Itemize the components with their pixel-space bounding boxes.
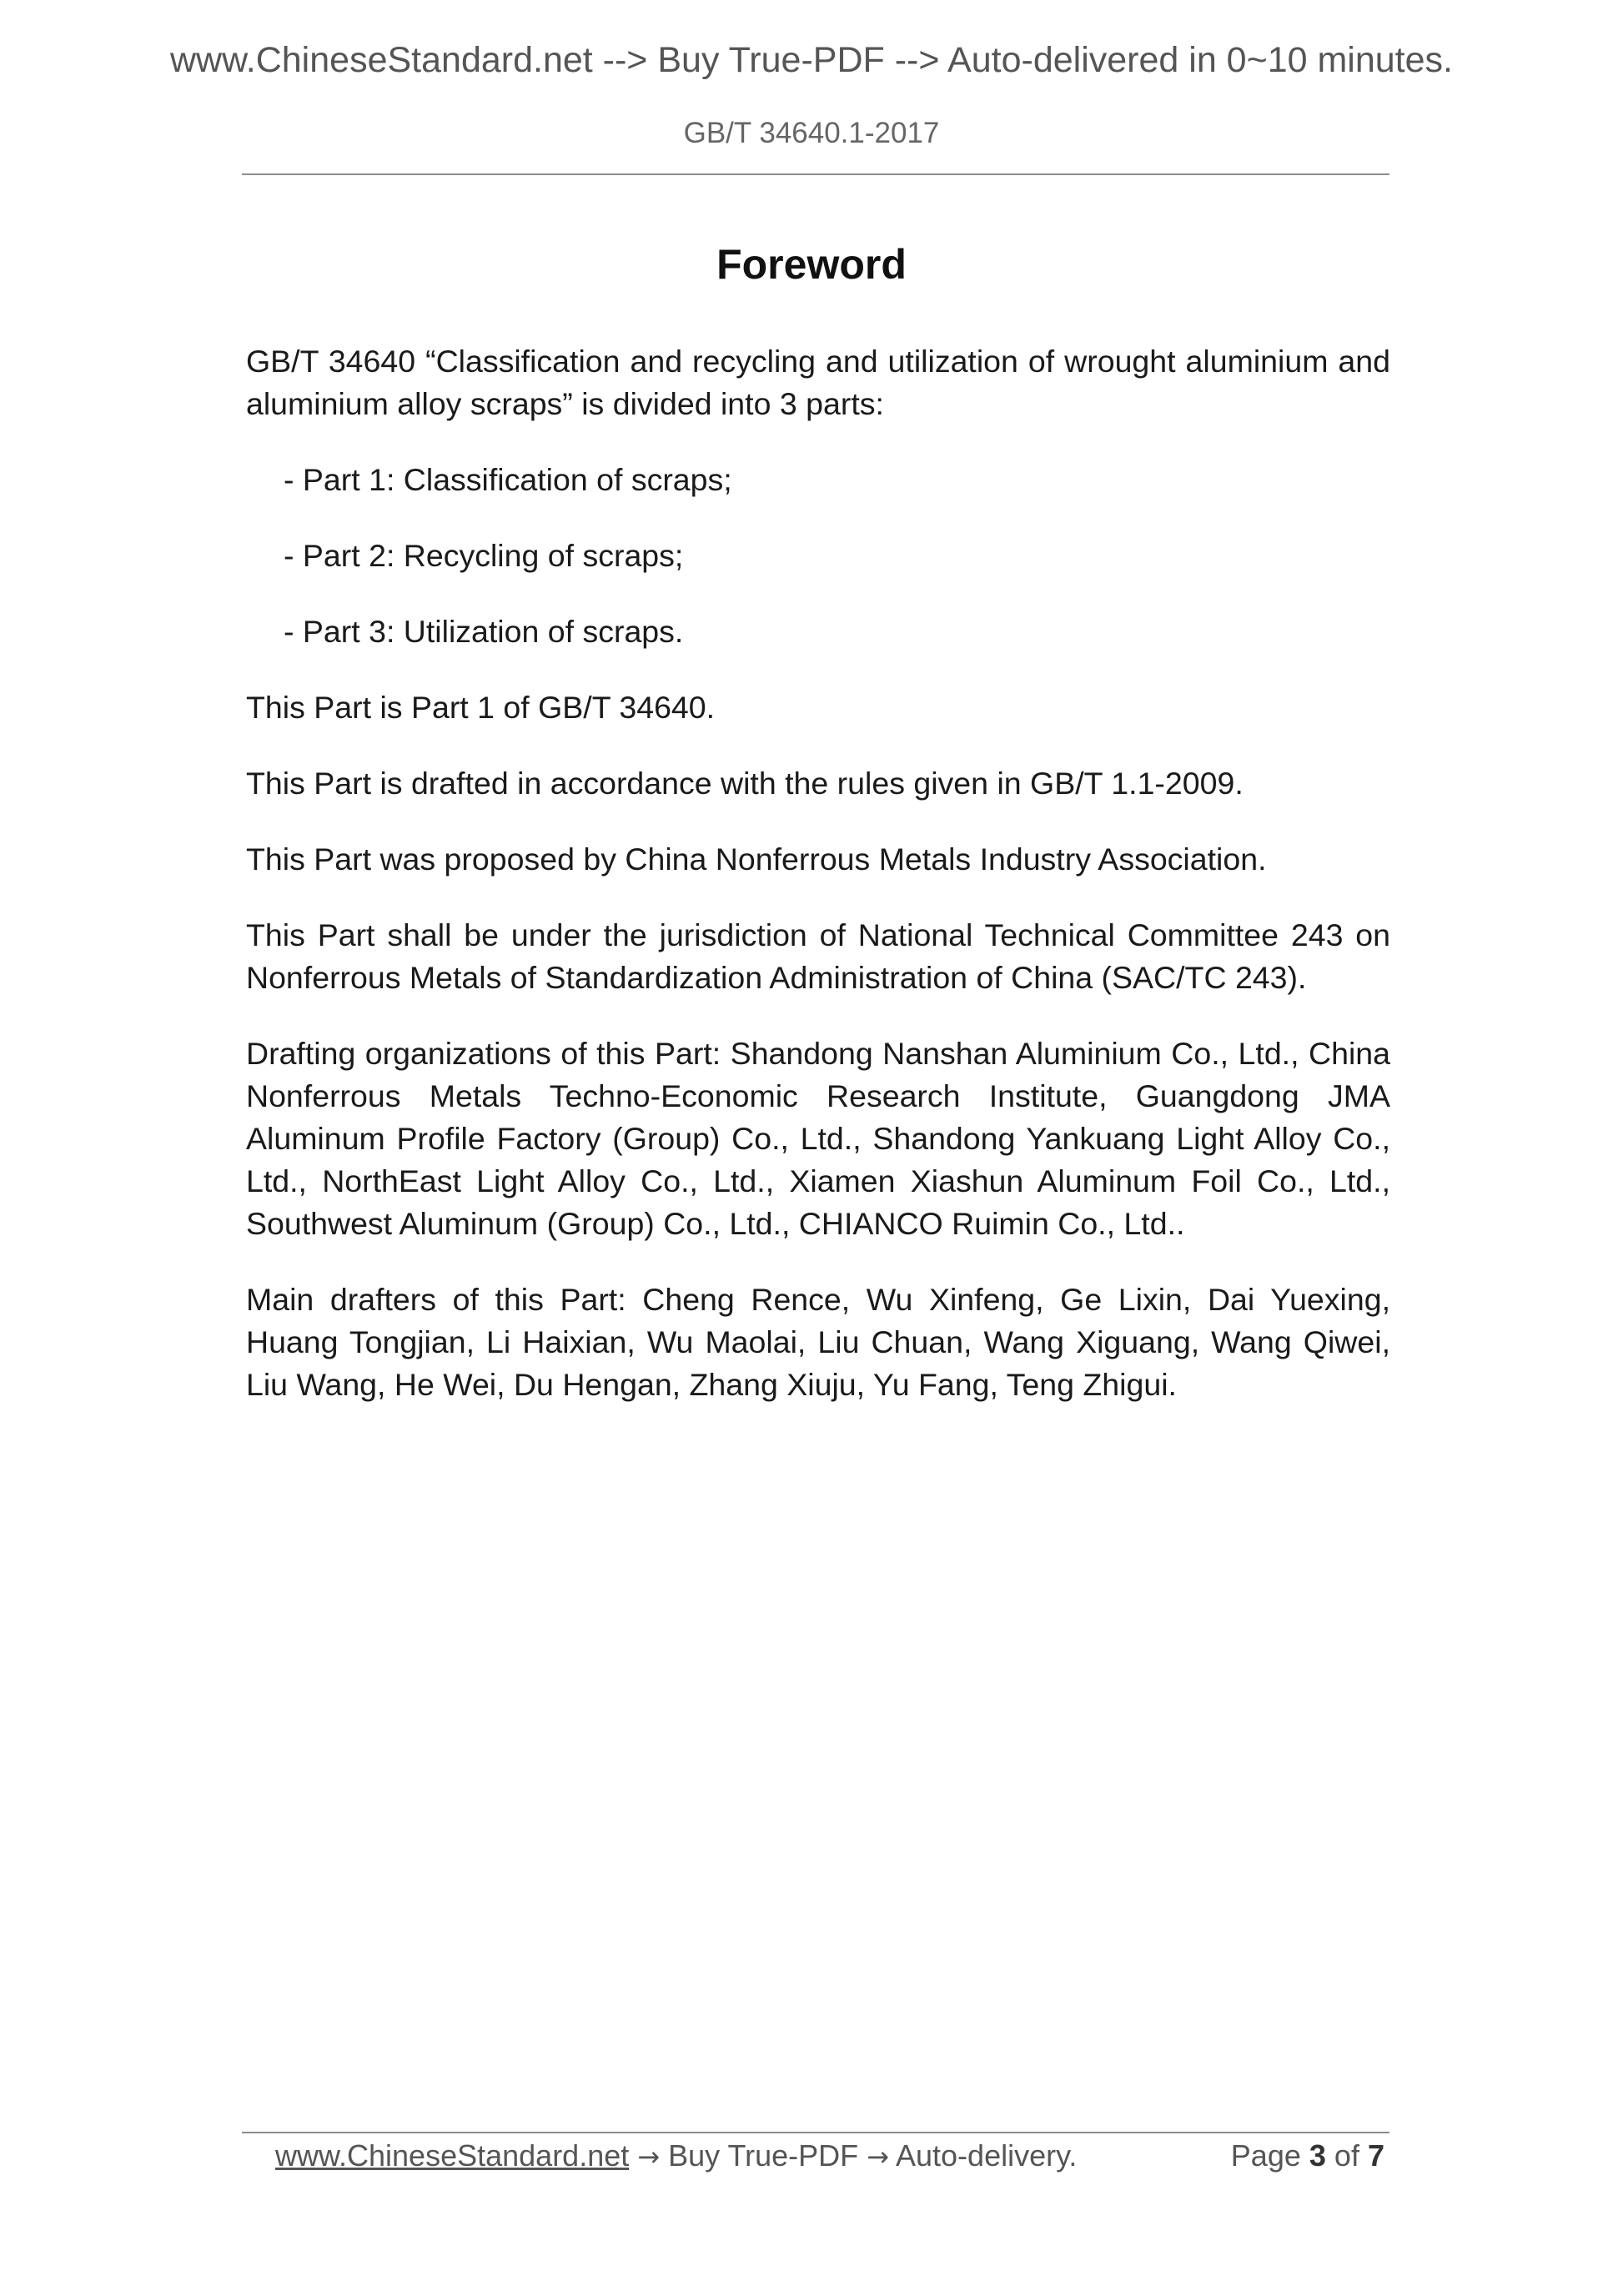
this-part-paragraph: This Part is Part 1 of GB/T 34640. (246, 690, 716, 725)
proposed-paragraph: This Part was proposed by China Nonferrous Metals Industry Association. (246, 842, 1267, 877)
footer-site-link[interactable]: www.ChineseStandard.net (275, 2138, 630, 2173)
drafted-paragraph: This Part is drafted in accordance with the rules given in GB/T 1.1-2009. (246, 766, 1244, 801)
footer-promo (275, 2135, 1077, 2178)
page-label: Page (1230, 2138, 1301, 2173)
page-indicator (1231, 2135, 1384, 2177)
list-item-part-2: - Part 2: Recycling of scraps; (284, 538, 684, 573)
jurisdiction-paragraph: This Part shall be under the jurisdiction of National Technical Committee 243 on Nonferrous Metals of Standardization Administration of China (SAC/TC 243). (246, 917, 1390, 995)
top-banner: www.ChineseStandard.net --> Buy True-PDF --> Auto-delivered in 0~10 minutes. (169, 40, 1453, 80)
footer-buy-text: Buy True-PDF (668, 2138, 859, 2173)
document-code: GB/T 34640.1-2017 (683, 117, 940, 149)
arrow-right-icon: → (867, 2141, 889, 2173)
drafting-organizations-paragraph: Drafting organizations of this Part: Shandong Nanshan Aluminium Co., Ltd., China Nonferrous Metals Techno-Economic Research Institute, Guangdong JMA Aluminum Profile Factory (Group) Co., Ltd., Shandong Yankuang Light Alloy Co., Ltd., NorthEast Light Alloy Co., Ltd., Xiamen Xiashun Aluminum Foil Co., Ltd., Southwest Aluminum (Group) Co., Ltd., CHIANCO Ruimin Co., Ltd.. (246, 1036, 1390, 1241)
page-title: Foreword (716, 241, 907, 288)
main-drafters-paragraph: Main drafters of this Part: Cheng Rence, Wu Xinfeng, Ge Lixin, Dai Yuexing, Huang Tongjian, Li Haixian, Wu Maolai, Liu Chuan, Wang Xiguang, Wang Qiwei, Liu Wang, He Wei, Du Hengan, Zhang Xiuju, Yu Fang, Teng Zhigui. (246, 1282, 1390, 1402)
of-label: of (1334, 2138, 1359, 2173)
page-footer (275, 2135, 1384, 2177)
list-item-part-1: - Part 1: Classification of scraps; (284, 462, 732, 497)
list-item-part-3: - Part 3: Utilization of scraps. (284, 614, 684, 649)
foreword-body (246, 340, 1390, 1439)
footer-delivery-text: Auto-delivery. (896, 2138, 1078, 2173)
header-divider (242, 173, 1389, 175)
page-number: 3 (1309, 2138, 1326, 2173)
footer-divider (242, 2132, 1389, 2133)
intro-paragraph: GB/T 34640 “Classification and recycling and utilization of wrought aluminium and aluminium alloy scraps” is divided into 3 parts: (246, 344, 1390, 421)
total-pages: 7 (1367, 2138, 1384, 2173)
arrow-right-icon: → (637, 2141, 661, 2173)
